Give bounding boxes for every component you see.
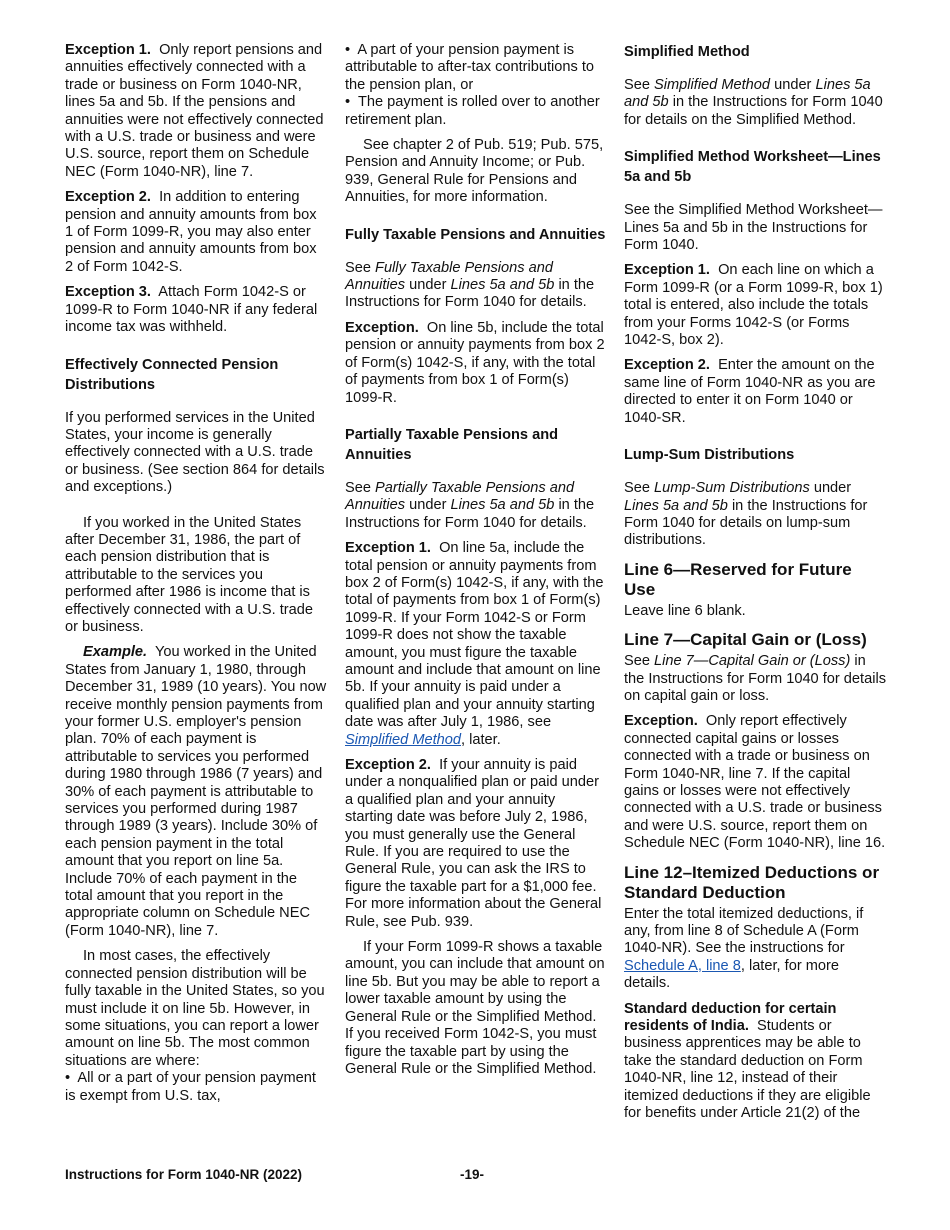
see-chapter-paragraph: See chapter 2 of Pub. 519; Pub. 575, Pension and Annuity Income; or Pub. 939, General Rule for Pensions and Annuities, for more information. <box>345 137 604 206</box>
column-right <box>624 42 886 1130</box>
italic-reference: Partially Taxable Pensions and Annuities <box>345 479 575 514</box>
exception-2-lead: Exception 2. <box>65 189 151 206</box>
india-text: Students or business apprentices may be able to take the standard deduction on Form 1040-NR, line 12, instead of their itemized deductions if they are eligible for benefits under Article 21(2) of the <box>624 1018 871 1122</box>
text: in the Instructions for Form 1040 for details. <box>345 497 595 531</box>
india-lead: Standard deduction for certain residents of India. <box>624 1000 837 1035</box>
partial-exception-1-paragraph <box>345 540 607 749</box>
text: under <box>774 77 812 93</box>
line-7-exception-paragraph <box>624 713 886 852</box>
italic-reference: Lump-Sum Distributions <box>654 480 810 497</box>
bullet-exempt-text: All or a part of your pension payment is exempt from U.S. tax, <box>65 1070 316 1104</box>
italic-reference: Lines 5a and 5b <box>450 497 555 514</box>
example-text: You worked in the United States from January 1, 1980, through December 31, 1989 (10 years). You now receive monthly pension payments from your former U.S. employer's pension plan. 70% of each payment is attributable to services you performed during 1980 through 1986 (7 years) and 30% of each payment is attributable to services you performed during 1987 through 1989 (3 years). Include 30% of each pension payment in the total amount that you report on line 5a. Include 70% of each payment in the total amount that you report in the appropriate column on Schedule NEC (Form 1040-NR), line 7. <box>65 644 327 939</box>
after-1986-paragraph: If you worked in the United States after December 31, 1986, the part of each pension distribution that is attributable to the services you performed after 1986 is income that is effectively connected with a U.S. trade or business. <box>65 514 313 635</box>
india-paragraph <box>624 1001 886 1123</box>
bullet-rolled-over <box>345 94 607 129</box>
worksheet-exception-1-paragraph <box>624 262 886 349</box>
text: in the Instructions for Form 1040 for details on lump-sum distributions. <box>624 497 868 549</box>
bullet-icon: • <box>345 94 351 111</box>
line-6-paragraph: Leave line 6 blank. <box>624 602 746 619</box>
bullet-icon: • <box>65 1070 71 1087</box>
exception-1-lead: Exception 1. <box>65 42 151 58</box>
heading-simplified-method: Simplified Method <box>624 44 750 60</box>
fully-exception-text: On line 5b, include the total pension or annuity payments from box 2 of Form(s) 1042-S, if any, with the total of payments from box 1 of Form(s) 1099-R. <box>345 319 605 406</box>
partial-exception-1-text: On line 5a, include the total pension or annuity payments from box 2 of Form(s) 1042-S, if any, with the total of payments from box 1 of Form(s) 1099-R. If your Form 1042-S or Form 1099-R does not show the taxable amount, you must figure the taxable amount and include that amount on line 5b. If your annuity is paid under a qualified plan and your annuity starting date was after July 1, 1986, see <box>345 540 604 731</box>
heading-line-7: Line 7—Capital Gain or (Loss) <box>624 630 867 650</box>
fully-exception-paragraph <box>345 320 607 407</box>
text: Enter the total itemized deductions, if any, from line 8 of Schedule A (Form 1040-NR). See the instructions for <box>624 905 864 957</box>
bullet-after-tax-text: A part of your pension payment is attributable to after-tax contributions to the pension plan, or <box>345 42 595 93</box>
partial-exception-1-lead: Exception 1. <box>345 540 431 557</box>
text: , later, for more details. <box>624 957 839 992</box>
partial-exception-2-paragraph <box>345 757 607 931</box>
fully-taxable-paragraph <box>345 260 607 312</box>
text: , later. <box>461 731 501 748</box>
italic-reference: Lines 5a and 5b <box>624 497 728 514</box>
most-cases-paragraph: In most cases, the effectively connected pension distribution will be fully taxable in the United States, so you must include it on line 5b. However, in some situations, you can report a lower amount on line 5b. The most common situations are where: <box>65 948 325 1069</box>
column-left <box>65 42 327 1105</box>
worksheet-paragraph: See the Simplified Method Worksheet—Lines 5a and 5b in the Instructions for Form 1040. <box>624 202 883 254</box>
heading-fully-taxable: Fully Taxable Pensions and Annuities <box>345 226 606 243</box>
exception-1-text: Only report pensions and annuities effectively connected with a trade or business on Form 1040-NR, lines 5a and 5b. If the pensions and annuities were not effectively connected with a U.S. trade or business and were U.S. source, report them on Schedule NEC (Form 1040-NR), line 7. <box>65 42 324 180</box>
partial-exception-2-text: If your annuity is paid under a nonqualified plan or paid under a qualified plan and your annuity starting date was before July 2, 1986, you must generally use the General Rule. If you are required to use the General Rule, you can ask the IRS to figure the taxable part for a $1,000 fee. For more information about the General Rule, see Pub. 939. <box>345 757 602 930</box>
exception-2-text: In addition to entering pension and annuity amounts from box 1 of Form 1099-R, you may also enter pension and annuity amounts from box 2 of Form 1042-S. <box>65 189 317 275</box>
bullet-icon: • <box>345 42 351 58</box>
heading-lump-sum: Lump-Sum Distributions <box>624 447 795 464</box>
worksheet-exception-1-lead: Exception 1. <box>624 262 710 279</box>
line-7-exception-lead: Exception. <box>624 713 698 730</box>
partially-taxable-paragraph <box>345 480 607 532</box>
bullet-after-tax <box>345 42 607 94</box>
text: in the Instructions for Form 1040 for details on capital gain or loss. <box>624 653 886 704</box>
heading-partially-taxable: Partially Taxable Pensions and Annuities <box>345 426 559 463</box>
services-paragraph: If you performed services in the United States, your income is generally effectively connected with a U.S. trade or business. (See section 864 for details and exceptions.) <box>65 409 325 496</box>
text: under <box>409 497 447 514</box>
italic-reference: Lines 5a and 5b <box>624 77 871 111</box>
example-lead: Example. <box>83 644 148 661</box>
text: under <box>813 480 852 497</box>
text: in the Instructions for Form 1040 for details on the Simplified Method. <box>624 94 883 128</box>
fully-exception-lead: Exception. <box>345 319 419 336</box>
example-paragraph <box>65 644 327 940</box>
italic-reference: Fully Taxable Pensions and Annuities <box>345 259 553 294</box>
text: See <box>624 480 650 497</box>
text: in the Instructions for Form 1040 for details. <box>345 277 595 311</box>
heading-line-12: Line 12–Itemized Deductions or Standard Deduction <box>624 862 880 902</box>
italic-reference: Lines 5a and 5b <box>450 277 555 294</box>
line-7-paragraph <box>624 653 886 705</box>
heading-simplified-worksheet: Simplified Method Worksheet—Lines 5a and 5b <box>624 149 881 186</box>
simplified-method-paragraph <box>624 77 886 129</box>
schedule-a-line-8-link[interactable]: Schedule A, line 8 <box>624 957 741 974</box>
worksheet-exception-1-text: On each line on which a Form 1099-R (or a Form 1099-R, box 1) total is entered, also include the totals from your Forms 1042-S (or Forms 1042-S, box 2). <box>624 262 883 349</box>
bullet-exempt <box>65 1070 327 1105</box>
text: See <box>345 259 371 276</box>
exception-3-text: Attach Form 1042-S or 1099-R to Form 1040-NR if any federal income tax was withheld. <box>65 284 318 336</box>
heading-effectively-connected: Effectively Connected Pension Distributions <box>65 356 279 393</box>
bullet-rolled-over-text: The payment is rolled over to another retirement plan. <box>345 94 600 128</box>
page-number: -19- <box>460 1167 485 1182</box>
form-1099r-paragraph: If your Form 1099-R shows a taxable amount, you can include that amount on line 5b. But you may be able to report a lower taxable amount by using the General Rule or the Simplified Method. If you received Form 1042-S, you must figure the taxable part by using the General Rule or the Simplified Method. <box>345 939 605 1077</box>
exception-3-lead: Exception 3. <box>65 284 151 301</box>
text: See <box>624 653 650 670</box>
partial-exception-2-lead: Exception 2. <box>345 757 431 773</box>
text: See <box>624 77 650 93</box>
footer-form-title: Instructions for Form 1040-NR (2022) <box>65 1167 303 1182</box>
text: See <box>345 479 371 496</box>
heading-line-6: Line 6—Reserved for Future Use <box>624 559 852 599</box>
column-middle <box>345 42 607 1086</box>
exception-1-paragraph <box>65 42 327 181</box>
line-12-paragraph <box>624 906 886 993</box>
simplified-method-link[interactable]: Simplified Method <box>345 731 461 748</box>
exception-2-paragraph <box>65 189 327 276</box>
lump-sum-paragraph <box>624 480 886 550</box>
worksheet-exception-2-text: Enter the amount on the same line of Form 1040-NR as you are directed to enter it on Form 1040 or 1040-SR. <box>624 357 876 426</box>
worksheet-exception-2-lead: Exception 2. <box>624 357 710 374</box>
line-7-exception-text: Only report effectively connected capital gains or losses connected with a trade or business on Form 1040-NR, line 7. If the capital gains or losses were not effectively connected with a U.S. trade or business and were U.S. source, report them on Schedule NEC (Form 1040-NR), line 16. <box>624 713 886 852</box>
exception-3-paragraph <box>65 284 327 336</box>
worksheet-exception-2-paragraph <box>624 357 886 427</box>
italic-reference: Line 7—Capital Gain or (Loss) <box>654 653 851 670</box>
text: under <box>409 277 447 294</box>
italic-reference: Simplified Method <box>654 77 771 93</box>
